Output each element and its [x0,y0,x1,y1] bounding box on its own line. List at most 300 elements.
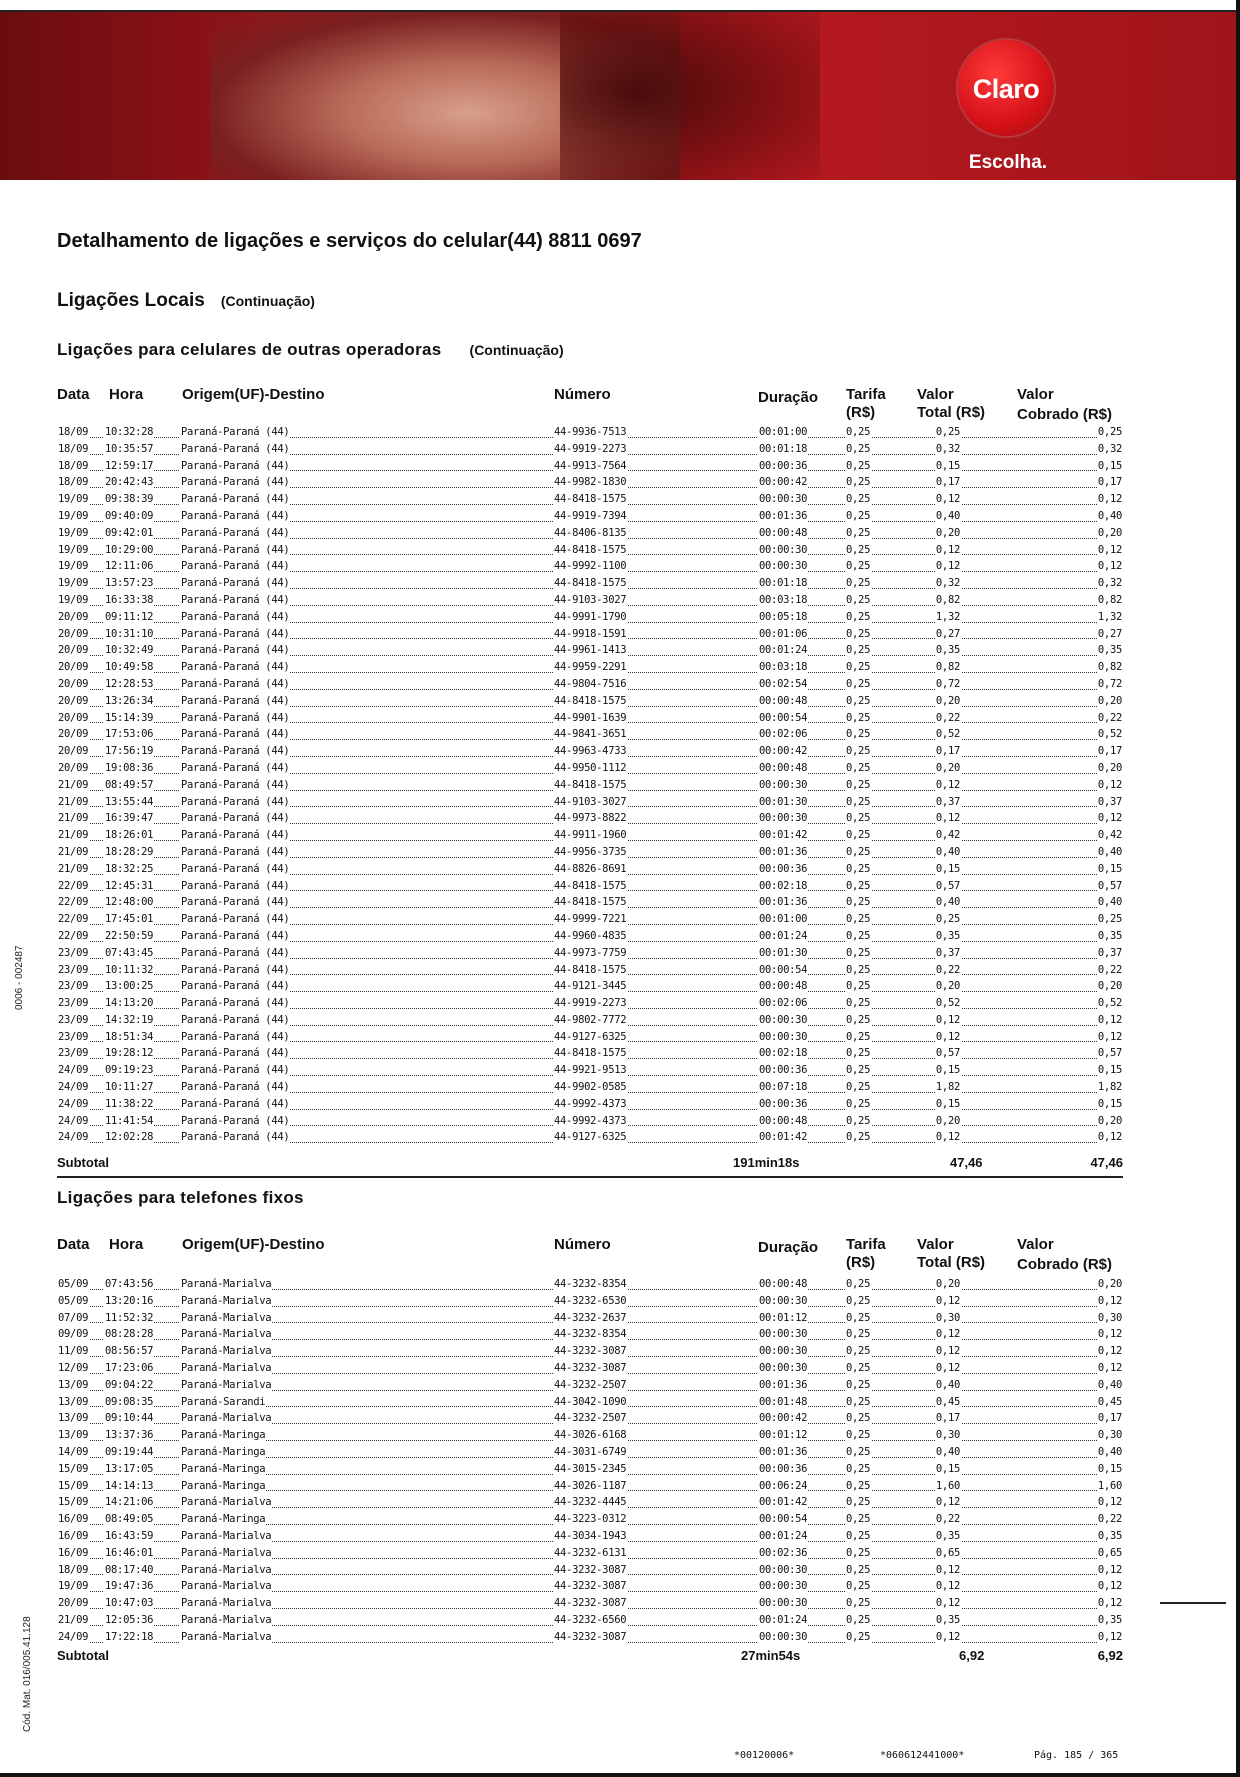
cell-origem: Paraná-Paraná (44) [181,879,290,892]
cell-hora: 08:17:40 [105,1563,154,1576]
cell-numero: 44-9999-7221 [554,913,627,926]
cell-data: 18/09 [58,442,89,455]
col-header-valor-cobrado-2: Cobrado (R$) [1017,1256,1112,1273]
cell-tarifa: 0,25 [846,761,871,774]
cell-origem: Paraná-Marialva [181,1529,272,1542]
table-row [57,878,1123,895]
cell-duracao: 00:02:06 [759,728,808,741]
cell-duracao: 00:01:12 [759,1311,808,1324]
cell-origem: Paraná-Marialva [181,1345,272,1358]
cell-duracao: 00:00:30 [759,1580,808,1593]
cell-tarifa: 0,25 [846,610,871,623]
cell-duracao: 00:00:36 [759,862,808,875]
table-row [57,978,1123,995]
side-code-lower: Cód. Mat. 016/005.41.128 [22,1616,33,1732]
cell-duracao: 00:01:30 [759,795,808,808]
cell-data: 20/09 [58,677,89,690]
cell-origem: Paraná-Paraná (44) [181,459,290,472]
cell-origem: Paraná-Paraná (44) [181,509,290,522]
table-row [57,945,1123,962]
cell-duracao: 00:06:24 [759,1479,808,1492]
cell-tarifa: 0,25 [846,946,871,959]
cell-hora: 10:35:57 [105,442,154,455]
cell-hora: 10:29:00 [105,543,154,556]
col-header-hora: Hora [109,1236,144,1253]
cell-tarifa: 0,25 [846,997,871,1010]
cell-duracao: 00:01:00 [759,913,808,926]
cell-origem: Paraná-Paraná (44) [181,997,290,1010]
cell-duracao: 00:00:48 [759,1114,808,1127]
cell-tarifa: 0,25 [846,543,871,556]
table-row [57,928,1123,945]
cell-valor-total: 0,22 [935,1513,960,1526]
cell-valor-cobrado: 0,12 [1097,1345,1122,1358]
cell-numero: 44-8418-1575 [554,493,627,506]
cell-tarifa: 0,25 [846,593,871,606]
cell-origem: Paraná-Paraná (44) [181,1131,290,1144]
cell-valor-total: 0,20 [935,980,960,993]
cell-origem: Paraná-Paraná (44) [181,1114,290,1127]
subtotal-total: 47,46 [950,1155,983,1170]
cell-duracao: 00:00:30 [759,1361,808,1374]
col-header-tarifa-unit: (R$) [846,1254,876,1271]
cell-valor-cobrado: 1,32 [1097,610,1122,623]
cell-data: 16/09 [58,1546,89,1559]
cell-tarifa: 0,25 [846,1529,871,1542]
col-header-valor-total: Valor [917,386,954,403]
table-row [57,995,1123,1012]
cell-hora: 11:38:22 [105,1097,154,1110]
cell-tarifa: 0,25 [846,711,871,724]
cell-numero: 44-3232-3087 [554,1361,627,1374]
cell-numero: 44-3042-1090 [554,1395,627,1408]
col-header-valor-cobrado-2: Cobrado (R$) [1017,406,1112,423]
cell-origem: Paraná-Paraná (44) [181,1064,290,1077]
cell-numero: 44-3232-8354 [554,1278,627,1290]
cell-duracao: 00:01:24 [759,1613,808,1626]
cell-origem: Paraná-Paraná (44) [181,1097,290,1110]
cell-data: 21/09 [58,1613,89,1626]
cell-valor-cobrado: 0,12 [1097,1496,1122,1509]
cell-valor-cobrado: 0,72 [1097,677,1122,690]
cell-hora: 13:17:05 [105,1462,154,1475]
cell-valor-cobrado: 0,20 [1097,694,1122,707]
table-row [57,441,1123,458]
cell-numero: 44-9921-9513 [554,1064,627,1077]
cell-valor-cobrado: 0,15 [1097,1097,1122,1110]
cell-data: 20/09 [58,711,89,724]
cell-data: 09/09 [58,1328,89,1341]
cell-numero: 44-9919-7394 [554,509,627,522]
cell-duracao: 00:01:36 [759,1445,808,1458]
cell-duracao: 00:00:30 [759,560,808,573]
cell-valor-total: 0,40 [935,845,960,858]
subsection-title-celulares [57,340,564,360]
cell-hora: 18:28:29 [105,845,154,858]
cell-tarifa: 0,25 [846,1311,871,1324]
cell-valor-total: 0,15 [935,459,960,472]
cell-duracao: 00:05:18 [759,610,808,623]
cell-numero: 44-3232-8354 [554,1328,627,1341]
col-header-data: Data [57,1236,90,1253]
cell-tarifa: 0,25 [846,1630,871,1643]
table-row [57,1629,1123,1646]
cell-numero: 44-3232-2637 [554,1311,627,1324]
cell-valor-cobrado: 0,20 [1097,980,1122,993]
cell-tarifa: 0,25 [846,1328,871,1341]
cell-data: 24/09 [58,1114,89,1127]
col-header-hora: Hora [109,386,144,403]
cell-origem: Paraná-Marialva [181,1546,272,1559]
cell-tarifa: 0,25 [846,1097,871,1110]
cell-valor-cobrado: 0,17 [1097,1412,1122,1425]
cell-origem: Paraná-Paraná (44) [181,577,290,590]
cell-duracao: 00:00:48 [759,1278,808,1290]
cell-hora: 22:50:59 [105,929,154,942]
subtotal-cobrado: 6,92 [1097,1648,1123,1663]
cell-origem: Paraná-Marialva [181,1311,272,1324]
cell-numero: 44-3232-3087 [554,1563,627,1576]
cell-origem: Paraná-Paraná (44) [181,913,290,926]
table-row [57,743,1123,760]
table-row [57,575,1123,592]
cell-valor-total: 0,12 [935,1630,960,1643]
cell-data: 21/09 [58,845,89,858]
cell-valor-cobrado: 0,22 [1097,963,1122,976]
cell-hora: 12:11:06 [105,560,154,573]
cell-hora: 12:28:53 [105,677,154,690]
cell-data: 19/09 [58,560,89,573]
cell-valor-cobrado: 0,65 [1097,1546,1122,1559]
cell-valor-total: 0,15 [935,862,960,875]
col-header-tarifa: Tarifa [846,1236,886,1253]
cell-data: 23/09 [58,1047,89,1060]
cell-numero: 44-9127-6325 [554,1131,627,1144]
cell-valor-total: 0,12 [935,1013,960,1026]
cell-hora: 09:40:09 [105,509,154,522]
cell-valor-total: 0,12 [935,1328,960,1341]
cell-data: 19/09 [58,509,89,522]
subtotal-label: Subtotal [57,1648,109,1663]
table-row [57,1012,1123,1029]
table-row [57,962,1123,979]
col-header-valor-total-2: Total (R$) [917,404,986,421]
table-row [57,794,1123,811]
cell-tarifa: 0,25 [846,829,871,842]
cell-duracao: 00:00:30 [759,778,808,791]
cell-data: 22/09 [58,913,89,926]
cell-valor-total: 0,40 [935,896,960,909]
cell-data: 13/09 [58,1429,89,1442]
cell-valor-total: 0,15 [935,1064,960,1077]
cell-origem: Paraná-Paraná (44) [181,795,290,808]
cell-hora: 17:45:01 [105,913,154,926]
table-row [57,1595,1123,1612]
cell-duracao: 00:01:24 [759,929,808,942]
cell-data: 15/09 [58,1479,89,1492]
cell-valor-total: 0,42 [935,829,960,842]
cell-hora: 10:47:03 [105,1597,154,1610]
cell-numero: 44-9992-1100 [554,560,627,573]
cell-hora: 09:11:12 [105,610,154,623]
cell-tarifa: 0,25 [846,795,871,808]
table-row [57,861,1123,878]
cell-numero: 44-8418-1575 [554,879,627,892]
footer-code-1: *00120006* [734,1750,795,1761]
cell-origem: Paraná-Paraná (44) [181,442,290,455]
cell-tarifa: 0,25 [846,1496,871,1509]
cell-numero: 44-3026-1187 [554,1479,627,1492]
cell-tarifa: 0,25 [846,896,871,909]
cell-numero: 44-3034-1943 [554,1529,627,1542]
cell-tarifa: 0,25 [846,1580,871,1593]
cell-data: 20/09 [58,745,89,758]
cell-valor-total: 0,20 [935,526,960,539]
cell-numero: 44-9936-7513 [554,426,627,438]
cell-valor-total: 0,20 [935,1114,960,1127]
cell-numero: 44-9103-3027 [554,795,627,808]
cell-tarifa: 0,25 [846,1361,871,1374]
cell-duracao: 00:03:18 [759,593,808,606]
cell-duracao: 00:02:06 [759,997,808,1010]
subtotal-label: Subtotal [57,1155,109,1170]
cell-origem: Paraná-Paraná (44) [181,761,290,774]
cell-data: 24/09 [58,1131,89,1144]
cell-tarifa: 0,25 [846,1345,871,1358]
cell-data: 13/09 [58,1378,89,1391]
cell-numero: 44-8418-1575 [554,1047,627,1060]
table-row [57,726,1123,743]
cell-valor-cobrado: 0,22 [1097,1513,1122,1526]
cell-valor-cobrado: 0,12 [1097,1597,1122,1610]
cell-valor-cobrado: 0,12 [1097,1030,1122,1043]
cell-valor-cobrado: 0,37 [1097,795,1122,808]
col-header-origem: Origem(UF)-Destino [182,1236,325,1253]
cell-hora: 17:56:19 [105,745,154,758]
cell-tarifa: 0,25 [846,963,871,976]
cell-valor-total: 0,52 [935,997,960,1010]
cell-origem: Paraná-Maringa [181,1445,266,1458]
col-header-tarifa: Tarifa [846,386,886,403]
cell-duracao: 00:00:30 [759,1328,808,1341]
cell-numero: 44-9127-6325 [554,1030,627,1043]
cell-origem: Paraná-Maringa [181,1479,266,1492]
cell-valor-total: 0,12 [935,543,960,556]
cell-duracao: 00:00:30 [759,1597,808,1610]
cell-tarifa: 0,25 [846,1462,871,1475]
cell-origem: Paraná-Maringa [181,1513,266,1526]
cell-duracao: 00:01:36 [759,845,808,858]
cell-data: 18/09 [58,1563,89,1576]
table-row [57,844,1123,861]
cell-origem: Paraná-Paraná (44) [181,610,290,623]
cell-valor-total: 0,12 [935,560,960,573]
cell-numero: 44-9963-4733 [554,745,627,758]
cell-valor-cobrado: 0,15 [1097,459,1122,472]
cell-valor-cobrado: 0,12 [1097,1131,1122,1144]
cell-origem: Paraná-Marialva [181,1496,272,1509]
cell-valor-total: 0,12 [935,1361,960,1374]
cell-valor-cobrado: 0,27 [1097,627,1122,640]
cell-valor-cobrado: 0,15 [1097,1064,1122,1077]
cell-valor-total: 0,12 [935,1597,960,1610]
cell-tarifa: 0,25 [846,862,871,875]
table-row [57,1511,1123,1528]
cell-numero: 44-3232-2507 [554,1412,627,1425]
cell-data: 18/09 [58,459,89,472]
cell-origem: Paraná-Paraná (44) [181,711,290,724]
section-continuation: (Continuação) [220,293,315,309]
cell-valor-cobrado: 0,12 [1097,1361,1122,1374]
cell-valor-cobrado: 1,60 [1097,1479,1122,1492]
cell-valor-cobrado: 0,45 [1097,1395,1122,1408]
cell-numero: 44-8418-1575 [554,963,627,976]
cell-origem: Paraná-Paraná (44) [181,980,290,993]
cell-hora: 10:32:28 [105,426,154,438]
cell-data: 20/09 [58,610,89,623]
cell-valor-cobrado: 0,20 [1097,761,1122,774]
cell-duracao: 00:01:42 [759,829,808,842]
cell-origem: Paraná-Paraná (44) [181,593,290,606]
cell-valor-cobrado: 0,12 [1097,778,1122,791]
cell-valor-cobrado: 0,37 [1097,946,1122,959]
cell-data: 05/09 [58,1278,89,1290]
cell-duracao: 00:01:12 [759,1429,808,1442]
cell-duracao: 00:07:18 [759,1081,808,1094]
cell-valor-cobrado: 0,42 [1097,829,1122,842]
cell-hora: 12:02:28 [105,1131,154,1144]
cell-valor-cobrado: 0,40 [1097,509,1122,522]
cell-valor-total: 0,27 [935,627,960,640]
cell-valor-total: 0,30 [935,1429,960,1442]
cell-tarifa: 0,25 [846,1081,871,1094]
table-row [57,1096,1123,1113]
table-row [57,710,1123,727]
table-row [57,1113,1123,1130]
cell-origem: Paraná-Paraná (44) [181,929,290,942]
cell-tarifa: 0,25 [846,694,871,707]
cell-origem: Paraná-Paraná (44) [181,493,290,506]
table-row [57,1612,1123,1629]
page-bottom-border [0,1773,1240,1777]
section-title-text: Ligações Locais [57,290,205,311]
cell-duracao: 00:00:48 [759,526,808,539]
table-row [57,1545,1123,1562]
cell-hora: 09:38:39 [105,493,154,506]
cell-data: 19/09 [58,1580,89,1593]
table-row [57,542,1123,559]
section-title [57,290,315,312]
table-row [57,491,1123,508]
cell-duracao: 00:00:48 [759,694,808,707]
table-row [57,1410,1123,1427]
subtotal-fixos [57,1648,1123,1668]
cell-origem: Paraná-Paraná (44) [181,1081,290,1094]
cell-valor-total: 0,40 [935,509,960,522]
cell-valor-cobrado: 0,52 [1097,728,1122,741]
cell-valor-total: 0,37 [935,795,960,808]
cell-valor-cobrado: 0,30 [1097,1429,1122,1442]
cell-numero: 44-3232-6530 [554,1294,627,1307]
cell-valor-cobrado: 0,15 [1097,1462,1122,1475]
cell-numero: 44-9901-1639 [554,711,627,724]
cell-tarifa: 0,25 [846,1064,871,1077]
cell-numero: 44-8826-8691 [554,862,627,875]
cell-numero: 44-3232-3087 [554,1630,627,1643]
cell-data: 22/09 [58,879,89,892]
cell-duracao: 00:00:36 [759,459,808,472]
cell-numero: 44-8418-1575 [554,543,627,556]
cell-tarifa: 0,25 [846,1114,871,1127]
col-header-numero: Número [554,1236,611,1253]
cell-data: 20/09 [58,728,89,741]
cell-tarifa: 0,25 [846,493,871,506]
col-header-duracao: Duração [758,1239,819,1256]
cell-data: 23/09 [58,963,89,976]
cell-numero: 44-8418-1575 [554,896,627,909]
cell-hora: 19:08:36 [105,761,154,774]
cell-valor-total: 0,15 [935,1097,960,1110]
cell-hora: 18:32:25 [105,862,154,875]
cell-numero: 44-9919-2273 [554,442,627,455]
cell-tarifa: 0,25 [846,1047,871,1060]
cell-valor-total: 0,25 [935,426,960,438]
cell-origem: Paraná-Marialva [181,1630,272,1643]
cell-tarifa: 0,25 [846,1613,871,1626]
cell-data: 11/09 [58,1345,89,1358]
cell-hora: 10:32:49 [105,644,154,657]
cell-valor-total: 0,37 [935,946,960,959]
cell-hora: 12:05:36 [105,1613,154,1626]
cell-data: 14/09 [58,1445,89,1458]
table-row [57,1360,1123,1377]
cell-tarifa: 0,25 [846,845,871,858]
cell-data: 20/09 [58,627,89,640]
cell-valor-cobrado: 0,20 [1097,1278,1122,1290]
cell-origem: Paraná-Paraná (44) [181,644,290,657]
cell-hora: 10:11:27 [105,1081,154,1094]
cell-valor-cobrado: 0,12 [1097,1294,1122,1307]
cell-valor-total: 0,12 [935,812,960,825]
cell-data: 24/09 [58,1097,89,1110]
cell-duracao: 00:01:36 [759,1378,808,1391]
cell-valor-cobrado: 0,12 [1097,812,1122,825]
cell-hora: 10:49:58 [105,661,154,674]
cell-data: 22/09 [58,896,89,909]
cell-tarifa: 0,25 [846,476,871,489]
cell-data: 16/09 [58,1529,89,1542]
cell-hora: 12:59:17 [105,459,154,472]
table-row [57,508,1123,525]
cell-data: 18/09 [58,426,89,438]
cell-valor-cobrado: 0,12 [1097,543,1122,556]
subtotal-total: 6,92 [959,1648,985,1663]
cell-duracao: 00:00:54 [759,711,808,724]
cell-tarifa: 0,25 [846,745,871,758]
cell-origem: Paraná-Paraná (44) [181,694,290,707]
cell-origem: Paraná-Marialva [181,1294,272,1307]
cell-origem: Paraná-Paraná (44) [181,476,290,489]
cell-valor-total: 0,12 [935,1131,960,1144]
cell-hora: 17:23:06 [105,1361,154,1374]
cell-origem: Paraná-Paraná (44) [181,1013,290,1026]
col-header-valor-total-2: Total (R$) [917,1254,986,1271]
cell-origem: Paraná-Paraná (44) [181,778,290,791]
cell-hora: 10:31:10 [105,627,154,640]
calls-table-fixos [57,1276,1123,1646]
cell-origem: Paraná-Paraná (44) [181,946,290,959]
cell-origem: Paraná-Paraná (44) [181,812,290,825]
